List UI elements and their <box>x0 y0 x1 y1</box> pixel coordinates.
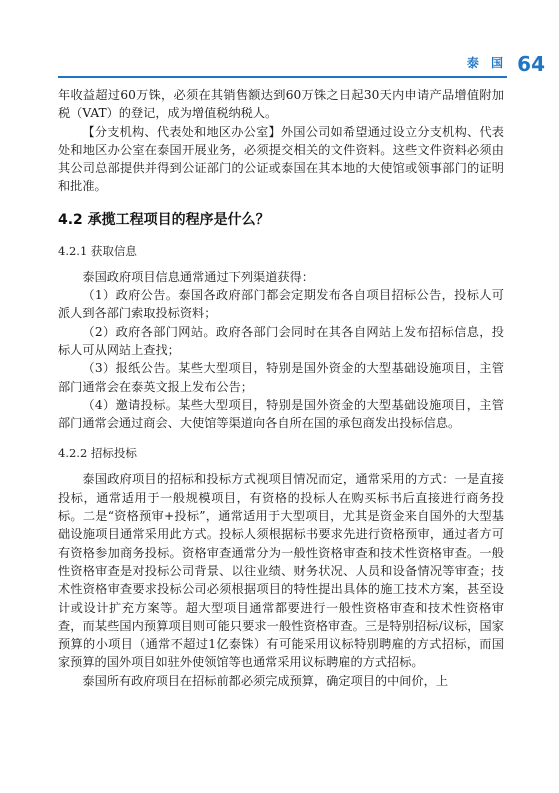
paragraph-info-intro: 泰国政府项目信息通常通过下列渠道获得： <box>82 269 314 284</box>
paragraph-info-item-1: （1）政府公告。泰国各政府部门都会定期发布各自项目招标公告，投标人可派人到各部门索取投标资料； <box>58 288 504 321</box>
chapter-label: 泰 国 <box>466 56 507 70</box>
paragraph-branch-offices: 【分支机构、代表处和地区办公室】外国公司如希望通过设立分支机构、代表处和地区办公室在泰国开展业务，必须提交相关的文件资料。这些文件资料必须由其公司总部提供并得到公证部门的公证或泰国在其本地的大使馆或领事部门的证明和批准。 <box>58 124 504 194</box>
paragraph-info-item-3: （3）报纸公告。某些大型项目，特别是国外资金的大型基础设施项目，主管部门通常会在泰英文报上发布公告； <box>58 361 504 394</box>
subsection-heading-4-2-1: 4.2.1 获取信息 <box>58 243 137 258</box>
paragraph-budget: 泰国所有政府项目在招标前都必须完成预算，确定项目的中间价，上 <box>82 673 449 688</box>
section-heading-4-2: 4.2 承揽工程项目的程序是什么？ <box>58 211 270 228</box>
page-body <box>58 86 504 690</box>
paragraph-vat: 年收益超过60万铢，必须在其销售额达到60万铢之日起30天内申请产品增值附加税（VAT）的登记，成为增值税纳税人。 <box>58 88 504 121</box>
paragraph-info-item-2: （2）政府各部门网站。政府各部门会同时在其各自网站上发布招标信息，投标人可从网站上查找； <box>58 324 504 357</box>
page-number: 64 <box>517 52 545 76</box>
paragraph-info-item-4: （4）邀请投标。某些大型项目，特别是国外资金的大型基础设施项目，主管部门通常会通过商会、大使馆等渠道向各自所在国的承包商发出投标信息。 <box>58 397 504 431</box>
page-header <box>0 46 559 82</box>
subsection-heading-4-2-2: 4.2.2 招标投标 <box>58 446 137 461</box>
header-rule <box>58 76 507 78</box>
paragraph-bidding-methods: 泰国政府项目的招标和投标方式视项目情况而定，通常采用的方式：一是直接投标，通常适用于一般规模项目，有资格的投标人在购买标书后直接进行商务投标。二是“资格预审+投标”，通常适用于大型项目，尤其是资金来自国外的大型基础设施项目通常采用此方式。投标人须根据标书要求先进行资格预审，通过者方可有资格参加商务投标。资格审查通常分为一般性资格审查和技术性资格审查。一般性资格审查是对投标公司背景、以往业绩、财务状况、人员和设备情况等审查；技术性资格审查要求投标公司必须根据项目的特性提出具体的施工技术方案，甚至设计或设计扩充方案等。超大型项目通常都要进行一般性资格审查和技术性资格审查，而某些国内预算项目则可能只要求一般性资格审查。三是特别招标/议标，国家预算的小项目（通常不超过1亿泰铢）有可能采用议标特别聘雇的方式招标，而国家预算的国外项目如驻外使领馆等也通常采用议标聘雇的方式招标。 <box>58 472 504 670</box>
